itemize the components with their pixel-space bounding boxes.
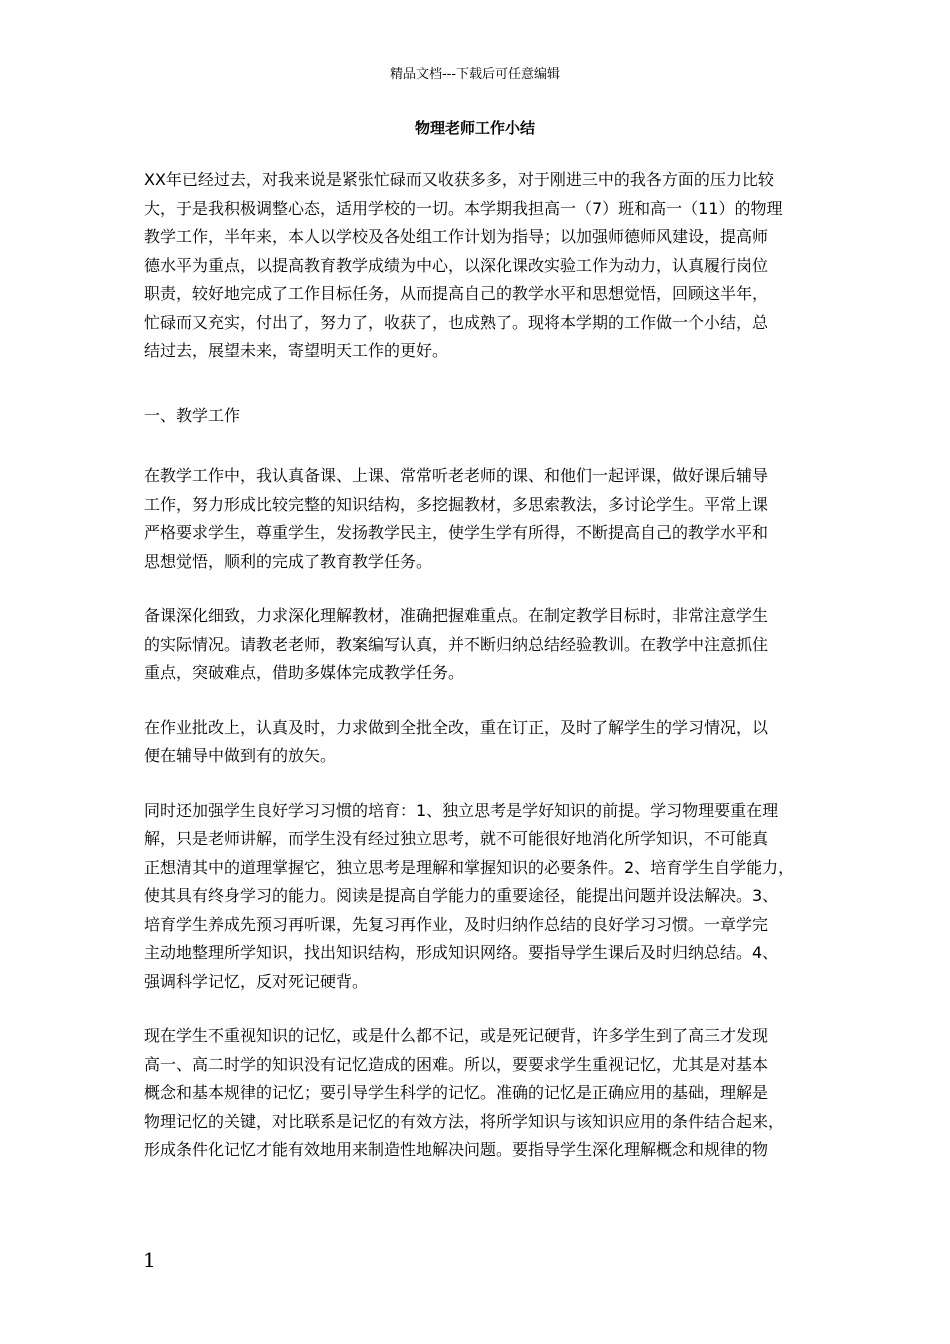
document-body: [144, 166, 812, 1191]
text-line: 物理记忆的关键，对比联系是记忆的有效方法，将所学知识与该知识应用的条件结合起来，: [144, 1111, 785, 1131]
text-line: 强调科学记忆，反对死记硬背。: [144, 971, 369, 991]
text-line: 备课深化细致，力求深化理解教材，准确把握难重点。在制定教学目标时，非常注意学生: [144, 606, 769, 625]
document-title: 物理老师工作小结: [414, 119, 535, 137]
paragraph-homework: [144, 714, 812, 771]
section-heading: [144, 402, 812, 431]
text-line: 职责，较好地完成了工作目标任务，从而提高自己的教学水平和思想觉悟，回顾这半年，: [144, 284, 769, 303]
paragraph-teaching: [144, 462, 812, 576]
text-line: 在教学工作中，我认真备课、上课、常常听老老师的课、和他们一起评课，做好课后辅导: [144, 466, 769, 485]
paragraph-intro: [144, 166, 812, 366]
text-line: 结过去，展望未来，寄望明天工作的更好。: [144, 341, 449, 360]
paragraph-memory: [144, 1022, 812, 1165]
text-line: 解，只是老师讲解，而学生没有经过独立思考，就不可能很好地消化所学知识，不可能真: [144, 829, 769, 848]
text-line: 教学工作，半年来，本人以学校及各处组工作计划为指导；以加强师德师风建设，提高师: [144, 227, 769, 246]
text-line: 重点，突破难点，借助多媒体完成教学任务。: [144, 663, 465, 682]
text-line: 严格要求学生，尊重学生，发扬教学民主，使学生学有所得，不断提高自己的教学水平和: [144, 523, 769, 542]
text-line: 现在学生不重视知识的记忆，或是什么都不记，或是死记硬背，许多学生到了高三才发现: [144, 1026, 769, 1045]
text-line: 形成条件化记忆才能有效地用来制造性地解决问题。要指导学生深化理解概念和规律的物: [144, 1140, 769, 1159]
text-line: 忙碌而又充实，付出了，努力了，收获了，也成熟了。现将本学期的工作做一个小结，总: [144, 312, 769, 332]
header-note: 精品文档---下载后可任意编辑: [389, 67, 561, 82]
text-line: 主动地整理所学知识，找出知识结构，形成知识网络。要指导学生课后及时归纳总结。4、: [144, 943, 779, 962]
page-number: 1: [143, 1248, 156, 1272]
text-line: 大，于是我积极调整心态，适用学校的一切。本学期我担高一（7）班和高一（11）的物理: [144, 198, 783, 218]
paragraph-lesson-prep: [144, 602, 812, 688]
text-line: XX年已经过去，对我来说是紧张忙碌而又收获多多，对于刚进三中的我各方面的压力比较: [144, 170, 774, 189]
text-line: 一、教学工作: [144, 405, 241, 425]
text-line: 工作，努力形成比较完整的知识结构，多挖掘教材，多思索教法，多讨论学生。平常上课: [144, 494, 769, 514]
text-line: 同时还加强学生良好学习习惯的培育：1、独立思考是学好知识的前提。学习物理要重在理: [144, 800, 779, 820]
paragraph-study-habits: [144, 797, 812, 997]
text-line: 正想清其中的道理掌握它，独立思考是理解和掌握知识的必要条件。2、培育学生自学能力，: [144, 857, 795, 877]
text-line: 便在辅导中做到有的放矢。: [144, 746, 337, 765]
text-line: 在作业批改上，认真及时，力求做到全批全改，重在订正，及时了解学生的学习情况，以: [144, 717, 769, 737]
text-line: 培育学生养成先预习再听课，先复习再作业，及时归纳作总结的良好学习习惯。一章学完: [144, 914, 769, 934]
text-line: 概念和基本规律的记忆；要引导学生科学的记忆。准确的记忆是正确应用的基础，理解是: [144, 1083, 769, 1102]
text-line: 使其具有终身学习的能力。阅读是提高自学能力的重要途径，能提出问题并设法解决。3、: [144, 886, 779, 905]
text-line: 的实际情况。请教老老师，教案编写认真，并不断归纳总结经验教训。在教学中注意抓住: [144, 634, 769, 654]
text-line: 德水平为重点，以提高教育教学成绩为中心，以深化课改实验工作为动力，认真履行岗位: [144, 255, 769, 275]
text-line: 高一、高二时学的知识没有记忆造成的困难。所以，要要求学生重视记忆，尤其是对基本: [144, 1054, 769, 1074]
text-line: 思想觉悟，顺利的完成了教育教学任务。: [144, 551, 433, 571]
